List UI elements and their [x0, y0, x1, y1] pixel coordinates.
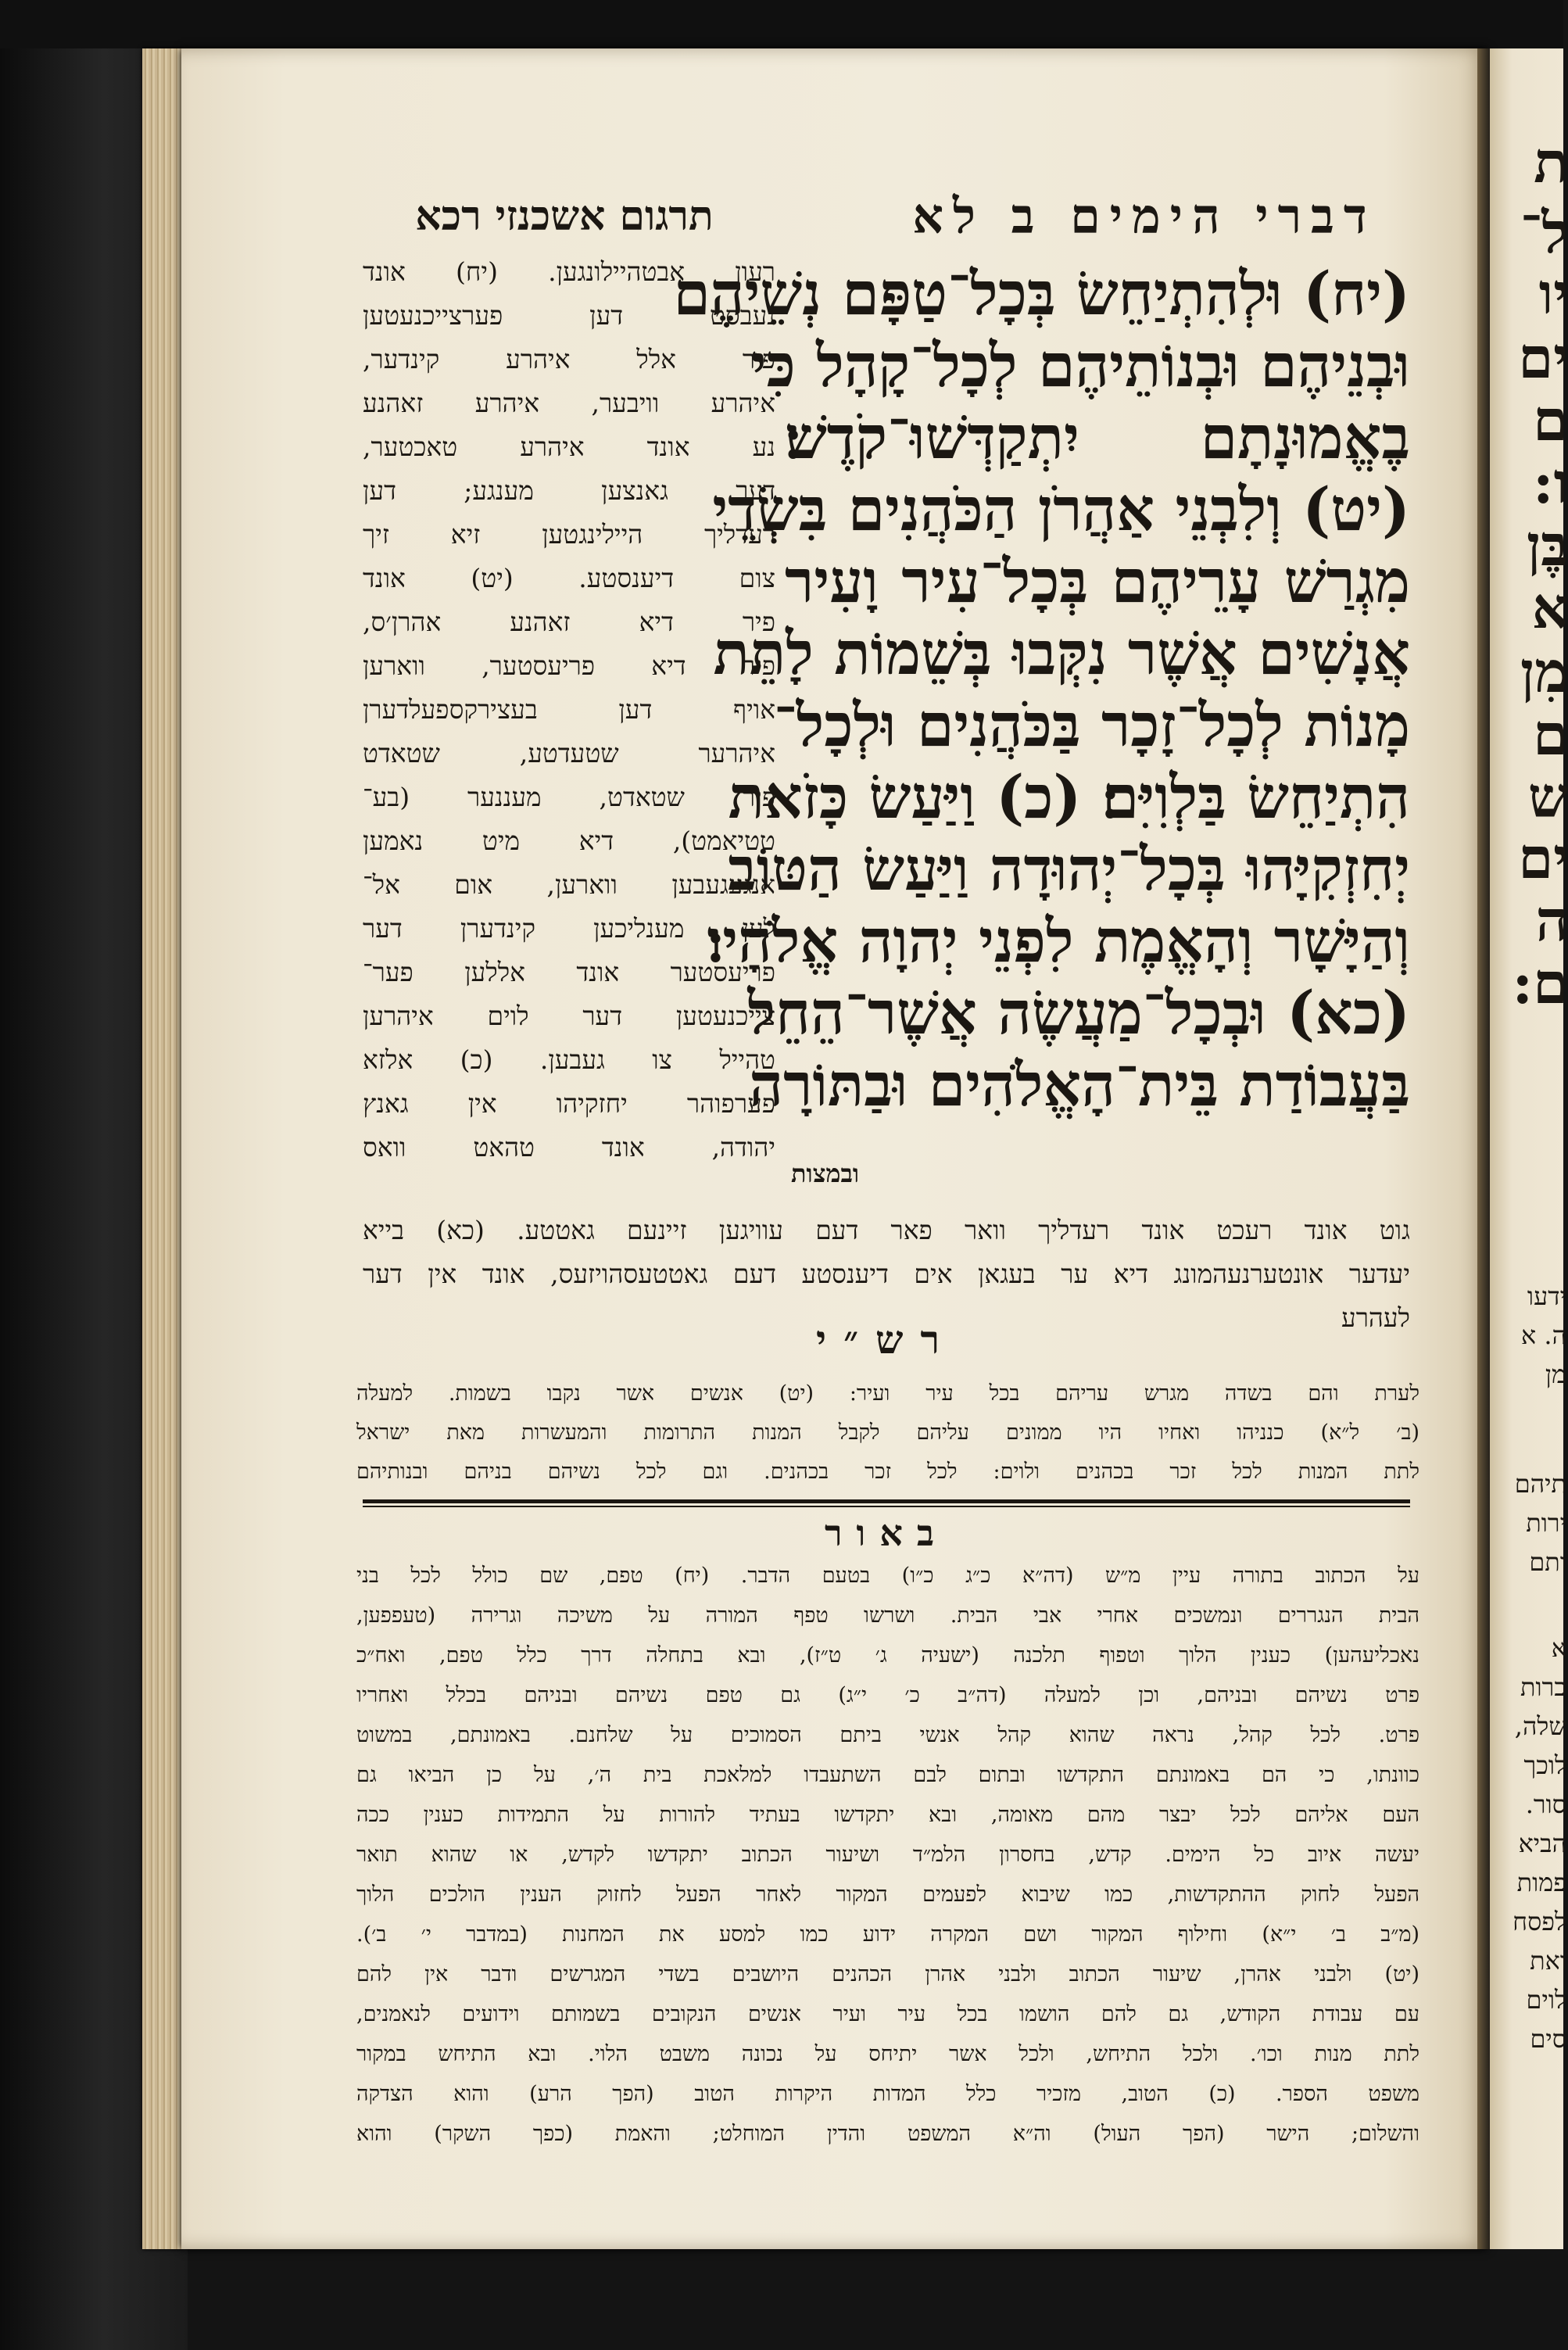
scripture-line: מִגְרַשׁ עָרֵיהֶם בְּכָל־עִיר וָעִיר	[785, 546, 1410, 616]
facing-page-fragment: פמות	[1516, 1868, 1566, 1897]
scripture-line: (יט) וְלִבְנֵי אַהֲרֹן הַכֹּהֲנִים בִּשְׂדֵי	[712, 475, 1410, 544]
facing-page-fragment: תיהם	[1514, 1469, 1566, 1499]
targum-line: פיר שטאדט, מעננער (בע־	[363, 782, 775, 812]
facing-page-fragment: שלה,	[1514, 1711, 1566, 1741]
facing-page-fragment: ה	[1535, 887, 1568, 954]
facing-page-fragment: א	[1531, 575, 1568, 641]
facing-page-fragment: סים	[1530, 2024, 1566, 2054]
targum-line: פיר דיא זאהנע אהרן׳ס,	[363, 607, 775, 637]
facing-page-fragment: כרות	[1520, 1672, 1566, 1702]
targum-line: טטיאמט), דיא מיט נאמען	[363, 826, 775, 856]
targum-line: איהרער שטעדטע, שטאדט	[363, 738, 775, 768]
facing-page-fragment: ה. א	[1521, 1320, 1566, 1350]
scripture-column	[673, 258, 1410, 1121]
scripture-line: אֲנָשִׁים אֲשֶׁר נִקְּבוּ בְּשֵׁמוֹת לָתֵת	[713, 618, 1410, 688]
section-rule	[363, 1499, 1410, 1503]
biur-heading: באור	[824, 1512, 949, 1554]
rashi-line: לתת המנות לכל זכר בכהנים ולוים: לכל זכר בכהנים. וגם לכל נשיהם בניהם ובנותיהם	[356, 1460, 1419, 1484]
page-edges	[142, 48, 183, 2249]
biur-line: הבית הנגררים ונמשכים אחרי אבי הבית. ושרשו טפף המורה על משיכה וגרירה (טעפפען,	[356, 1603, 1419, 1628]
targum-line: נע אונד איהרע טאכטער,	[363, 432, 775, 462]
facing-page-fragment: ם	[1533, 701, 1568, 768]
biur-line: פרט נשיהם ובניהם, וכן למעלה (דה״ב כ׳ י״ג) גם טפם נשיהם ובניהם בכלל ואחריו	[356, 1683, 1419, 1707]
targum-line: פריעסטער אונד אללען פער־	[363, 957, 775, 987]
facing-page-fragment: ם	[1533, 387, 1568, 453]
targum-line: גוט אונד רעכט אונד רעדליך וואר פאר דעם עוויגען זיינעם גאטטע. (כא) בייא	[363, 1215, 1410, 1245]
scripture-line: יְחִזְקִיָּהוּ בְּכָל־יְהוּדָה וַיַּעַשׂ הַטּוֹב	[728, 834, 1410, 904]
targum-line: פיר דיא פריעסטער, ווארען	[363, 650, 775, 681]
scripture-line: בַּעֲבוֹדַת בֵּית־הָאֱלֹהִים וּבַתּוֹרָה	[749, 1050, 1410, 1119]
facing-page-fragment: מִן	[1520, 639, 1568, 705]
targum-line: טהייל צו געבען. (כ) אלזא	[363, 1044, 775, 1075]
facing-page-fragment: ואת	[1530, 1946, 1566, 1976]
facing-page-fragment: ל־	[1520, 199, 1568, 266]
rashi-commentary	[356, 1374, 1419, 1492]
scripture-line: בֶאֱמוּנָתָם יִתְקַדְּשׁוּ־קֹדֶשׁ׃	[785, 403, 1410, 472]
facing-page-fragment: ים	[1518, 825, 1568, 891]
facing-page-fragment: א	[1551, 1633, 1566, 1663]
facing-page-fragment: מן	[1545, 1359, 1566, 1389]
targum-line: רעון אבטהיילונגען. (יח) אונד	[363, 256, 775, 287]
targum-column	[363, 250, 775, 1170]
facing-page-fragment: סור.	[1525, 1789, 1566, 1819]
targum-line: צייכנעטען דער לוים איהרען	[363, 1001, 775, 1031]
facing-page-fragment: בֶּן	[1526, 512, 1568, 579]
targum-line: צום דיענסטע. (יט) אונד	[363, 563, 775, 593]
rashi-heading: רש״י	[815, 1317, 958, 1363]
book-page	[181, 48, 1488, 2249]
targum-line: איהרע וויבער, איהרע זאהנע	[363, 388, 775, 418]
biur-line: פרט. לכל קהל, נראה שהוא קהל אנשי ביתם הסמוכים על שלחנם. באמונתם, במשוט	[356, 1723, 1419, 1747]
targum-line: יהודה, אונד טהאט וואס	[363, 1132, 775, 1162]
targum-line: יעדער אונטערנעהמונג דיא ער בעגאן אים דיענסטע דעם גאטטעסהויזעס, אונד אין דער	[363, 1259, 1410, 1289]
running-header-right: דברי הימים ב לא	[912, 188, 1376, 245]
biur-line: על הכתוב בתורה עיין מ״ש (דה״א כ״ג כ״ו) בטעם הדבר. (יח) טפם, שם כולל לכל בני	[356, 1564, 1419, 1588]
targum-line: אויף דען בעצירקספעלדערן	[363, 694, 775, 725]
targum-line: רעדליך היילינגטען זיא זיך	[363, 519, 775, 550]
facing-page-fragment: לוכך	[1523, 1750, 1566, 1780]
scripture-line: (יח) וּלְהִתְיַחֵשׂ בְּכָל־טַפָּם נְשֵׁיהֶם	[673, 259, 1410, 328]
biur-line: (מ״ב ב׳ י״א) וחילוף המקור ושם המקרה ידוע כמו למסע את המחנות (במדבר י׳ ב׳).	[356, 1922, 1420, 1947]
biur-commentary	[356, 1556, 1419, 2154]
facing-page-fragment: ם:	[1512, 950, 1568, 1016]
facing-page-fragment: ש	[1528, 764, 1568, 830]
targum-line: לען מענליכען קינדערן דער	[363, 913, 775, 944]
biur-line: כוונתו, כי הם באמונתם התקדשו ובתום לבם השתעבדו למלאכת בית ה׳, על כן הביאו גם	[356, 1763, 1419, 1787]
facing-page-fragment: ותם	[1529, 1547, 1566, 1577]
biur-line: יעשה איוב כל הימים. קדש, בחסרון הלמ״ד ושיעור הכתוב יתקדשו לקדש, או שהוא תואר	[356, 1843, 1419, 1867]
facing-page-fragment: ת	[1534, 129, 1568, 195]
targum-line: פיר אלל איהרע קינדער,	[363, 344, 775, 374]
biur-line: משפט הספר. (כ) הטוב, מזכיר כלל המדות היקרות הטוב (הפך הרע) והוא הצדקה	[356, 2082, 1419, 2106]
facing-page-fragment: ים	[1518, 324, 1568, 391]
rashi-line: (ב׳ ל״א) כנניהו ואחיו היו ממונים עליהם לקבל המנות התרומות והמעשרות מאת ישראל	[356, 1420, 1419, 1445]
scripture-line: וּבְנֵיהֶם וּבְנוֹתֵיהֶם לְכָל־קָהָל כִּי	[750, 331, 1410, 400]
facing-page-edge	[1490, 48, 1568, 2249]
targum-line: לעהרע	[1341, 1302, 1410, 1333]
scripture-line: מָנוֹת לְכָל־זָכָר בַּכֹּהֲנִים וּלְכָל־	[773, 690, 1410, 760]
facing-page-fragment: לוים	[1526, 1985, 1566, 2015]
rashi-line: לערת והם בשדה מגרש עריהם בכל עיר ועיר: (יט) אנשים אשר נקבו בשמות. למעלה	[356, 1381, 1419, 1406]
biur-line: (יט) ולבני אהרן, שיעור הכתוב ולבני אהרן הכהנים היושבים בשדי המגרשים ודבר אין להם	[356, 1962, 1419, 1986]
catchword: ובמצות	[791, 1159, 860, 1188]
book-cover-top	[0, 0, 1563, 48]
biur-line: הפעל לחוק ההתקדשות, כמו שיבוא לפעמים המקור לאחר הפעל לחזוק הענין הולכים הלוך	[356, 1883, 1419, 1907]
biur-line: נאכליעהען) כענין הלוך וטפוף תלכנה (ישעיה ג׳ ט״ז), ובא בתחלה דרך כלל טפם, ואח״כ	[356, 1643, 1419, 1668]
facing-page-fragment: ידעו	[1527, 1281, 1566, 1311]
section-rule-thin	[363, 1506, 1410, 1507]
scripture-line: (כא) וּבְכָל־מַעֲשֶׂה אֲשֶׁר־הֵחֵל	[747, 978, 1410, 1048]
biur-line: עם עבודת הקודש, גם להם הושמו בכל עיר ועיר אנשים הנקובים בשמותם וידועים לנאמנים,	[356, 2002, 1419, 2026]
targum-line: נעבסט דען פערצייכנעטען	[363, 300, 775, 331]
scripture-line: הִתְיַחֵשׂ בַּלְוִיִּם׃ (כ) וַיַּעַשׂ כָּזֹאת	[728, 762, 1410, 832]
facing-page-fragment: לפסח	[1513, 1907, 1566, 1936]
facing-page-fragment: ירות	[1526, 1508, 1566, 1538]
targum-line: דער גאנצען מענגע; דען	[363, 475, 775, 506]
facing-page-fragment: ו:	[1533, 450, 1568, 516]
targum-line: אנגעגעבען ווארען, אום אל־	[363, 869, 775, 900]
facing-page-fragment: הביא	[1518, 1829, 1566, 1858]
targum-line: פערפוהר יחזקיהו אין גאנץ	[363, 1088, 775, 1119]
biur-line: לתת מנות וכו׳. ולכל התיחש, ולכל אשר יתיחס על נכונה משבט הלוי. ובא התיחש במקור	[356, 2042, 1419, 2066]
biur-line: העם אליהם לכל יבצר מהם מאומה, ובא יתקדשו בעתיד להורות על התמידות כענין ככה	[356, 1803, 1419, 1827]
running-header-left: תרגום אשכנזי רכא	[415, 192, 714, 240]
scripture-line: וְהַיָּשָׁר וְהָאֱמֶת לִפְנֵי יְהוָה אֱלֹהָיו׃	[707, 906, 1410, 976]
biur-line: והשלום; הישר (הפך העול) וה״א המשפט והדין המוחלט; והאמת (כפך השקר) והוא	[356, 2122, 1419, 2146]
facing-page-fragment: יו	[1538, 260, 1568, 327]
